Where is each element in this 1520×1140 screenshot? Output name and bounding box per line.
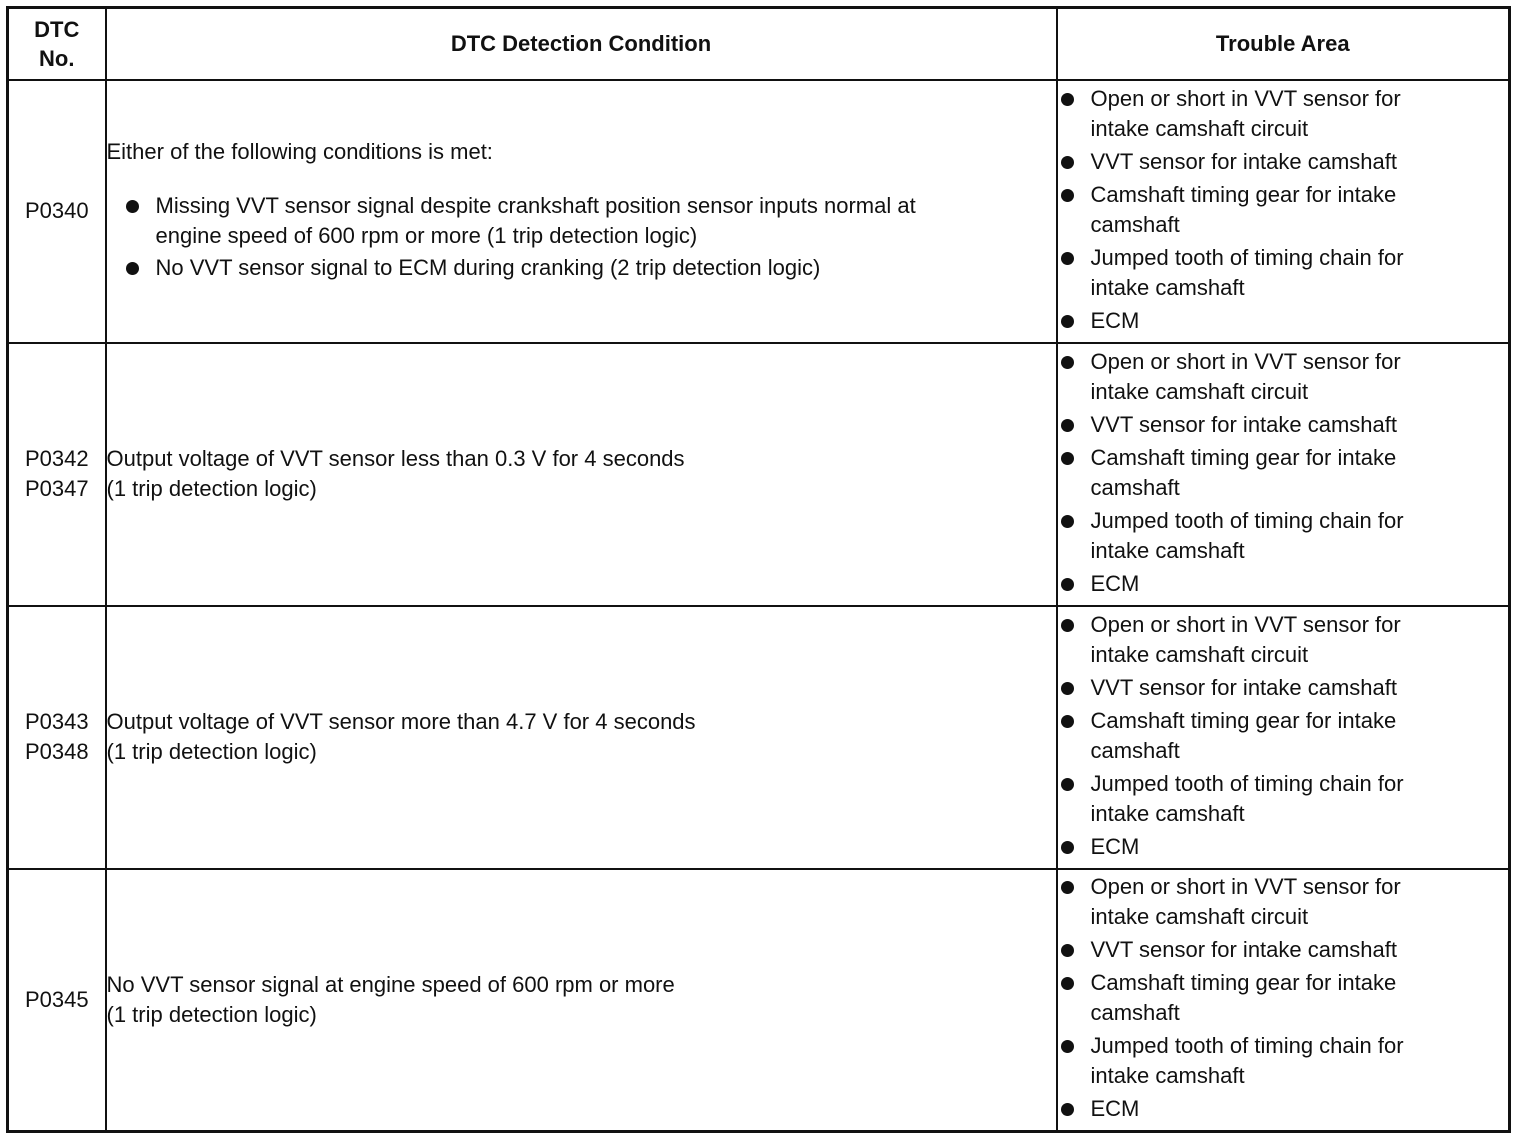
list-item: [1058, 84, 1509, 144]
bullet-icon: [1061, 93, 1074, 106]
trouble-area-list: [1058, 84, 1509, 336]
dtc-code-cell: [8, 869, 106, 1132]
area-line: camshaft: [1090, 474, 1180, 500]
trouble-area-cell: [1057, 343, 1510, 606]
bullet-icon: [1061, 881, 1074, 894]
bullet-icon: [1061, 515, 1074, 528]
header-condition: DTC Detection Condition: [106, 8, 1057, 80]
area-line: ECM: [1090, 1096, 1140, 1122]
bullet-icon: [1061, 841, 1074, 854]
condition-line: No VVT sensor signal to ECM during cranking (2 trip detection logic): [155, 255, 821, 280]
bullet-icon: [1061, 315, 1074, 328]
area-line: Camshaft timing gear for intake: [1090, 707, 1397, 733]
list-item: [1058, 569, 1509, 599]
bullet-icon: [1061, 619, 1074, 632]
condition-list: [107, 191, 1056, 283]
dtc-code-cell: [8, 343, 106, 606]
area-line: intake camshaft: [1090, 800, 1245, 826]
condition-cell: [106, 343, 1057, 606]
trouble-area-list: [1058, 872, 1509, 1124]
list-item: [1058, 347, 1509, 407]
list-item: [1058, 769, 1509, 829]
list-item: [1058, 832, 1509, 862]
list-item: [1058, 872, 1509, 932]
header-dtc-no: [8, 8, 106, 80]
table-row: [8, 606, 1510, 869]
condition-cell: [106, 80, 1057, 343]
bullet-icon: [1061, 778, 1074, 791]
condition-intro: Either of the following conditions is met:: [106, 139, 493, 164]
area-line: Open or short in VVT sensor for: [1090, 611, 1401, 637]
condition-line: Output voltage of VVT sensor more than 4.7 V for 4 seconds: [106, 709, 696, 734]
condition-line: (1 trip detection logic): [106, 1001, 317, 1027]
area-line: Jumped tooth of timing chain for: [1090, 770, 1404, 796]
list-item: [1058, 180, 1509, 240]
area-line: intake camshaft: [1090, 1063, 1245, 1089]
area-line: Jumped tooth of timing chain for: [1090, 1033, 1404, 1059]
list-item: [123, 191, 1056, 251]
dtc-code-cell: [8, 606, 106, 869]
trouble-area-cell: [1057, 869, 1510, 1132]
list-item: [1058, 506, 1509, 566]
area-line: Camshaft timing gear for intake: [1090, 970, 1397, 996]
bullet-icon: [1061, 156, 1074, 169]
area-line: intake camshaft circuit: [1090, 904, 1309, 930]
condition-line: Missing VVT sensor signal despite crankshaft position sensor inputs normal at: [155, 193, 916, 218]
condition-line: No VVT sensor signal at engine speed of 600 rpm or more: [106, 971, 675, 997]
list-item: [1058, 1031, 1509, 1091]
area-line: ECM: [1090, 833, 1140, 859]
area-line: Open or short in VVT sensor for: [1090, 874, 1401, 900]
condition-line: (1 trip detection logic): [106, 476, 317, 501]
dtc-code: P0342: [24, 446, 89, 471]
header-dtc-no-line: No.: [39, 45, 75, 71]
bullet-icon: [1061, 1040, 1074, 1053]
area-line: intake camshaft: [1090, 274, 1245, 300]
bullet-icon: [126, 262, 139, 275]
condition-cell: [106, 606, 1057, 869]
area-line: VVT sensor for intake camshaft: [1090, 674, 1398, 700]
table-row: [8, 869, 1510, 1132]
area-line: Open or short in VVT sensor for: [1090, 85, 1401, 111]
bullet-icon: [126, 200, 139, 213]
area-line: VVT sensor for intake camshaft: [1090, 937, 1398, 963]
list-item: [1058, 968, 1509, 1028]
area-line: camshaft: [1090, 737, 1180, 763]
condition-line: (1 trip detection logic): [106, 739, 317, 764]
dtc-code: P0347: [24, 476, 89, 501]
dtc-code: P0348: [24, 739, 89, 764]
header-trouble-area: Trouble Area: [1057, 8, 1510, 80]
trouble-area-cell: [1057, 80, 1510, 343]
bullet-icon: [1061, 682, 1074, 695]
area-line: VVT sensor for intake camshaft: [1090, 148, 1398, 174]
list-item: [1058, 610, 1509, 670]
bullet-icon: [1061, 715, 1074, 728]
list-item: [1058, 1094, 1509, 1124]
table-row: [8, 80, 1510, 343]
list-item: [1058, 410, 1509, 440]
area-line: intake camshaft circuit: [1090, 115, 1309, 141]
bullet-icon: [1061, 189, 1074, 202]
condition-cell: [106, 869, 1057, 1132]
area-line: Jumped tooth of timing chain for: [1090, 244, 1404, 270]
area-line: Camshaft timing gear for intake: [1090, 181, 1397, 207]
bullet-icon: [1061, 452, 1074, 465]
condition-line: Output voltage of VVT sensor less than 0.3 V for 4 seconds: [106, 446, 685, 471]
bullet-icon: [1061, 419, 1074, 432]
dtc-code: P0340: [24, 198, 89, 223]
area-line: intake camshaft: [1090, 537, 1245, 563]
list-item: [1058, 673, 1509, 703]
list-item: [123, 253, 1056, 283]
area-line: Jumped tooth of timing chain for: [1090, 507, 1404, 533]
area-line: ECM: [1090, 307, 1140, 333]
bullet-icon: [1061, 356, 1074, 369]
area-line: Open or short in VVT sensor for: [1090, 348, 1401, 374]
bullet-icon: [1061, 578, 1074, 591]
list-item: [1058, 443, 1509, 503]
area-line: VVT sensor for intake camshaft: [1090, 411, 1398, 437]
list-item: [1058, 935, 1509, 965]
dtc-table: [6, 6, 1511, 1133]
dtc-code-cell: [8, 80, 106, 343]
trouble-area-list: [1058, 347, 1509, 599]
dtc-code: P0343: [24, 709, 89, 734]
bullet-icon: [1061, 252, 1074, 265]
header-dtc-no-line: DTC: [34, 16, 80, 42]
area-line: ECM: [1090, 570, 1140, 596]
list-item: [1058, 147, 1509, 177]
area-line: intake camshaft circuit: [1090, 641, 1309, 667]
area-line: Camshaft timing gear for intake: [1090, 444, 1397, 470]
condition-line: engine speed of 600 rpm or more (1 trip detection logic): [155, 223, 698, 248]
trouble-area-cell: [1057, 606, 1510, 869]
trouble-area-list: [1058, 610, 1509, 862]
list-item: [1058, 306, 1509, 336]
list-item: [1058, 706, 1509, 766]
area-line: intake camshaft circuit: [1090, 378, 1309, 404]
bullet-icon: [1061, 1103, 1074, 1116]
table-row: [8, 343, 1510, 606]
area-line: camshaft: [1090, 211, 1180, 237]
list-item: [1058, 243, 1509, 303]
bullet-icon: [1061, 944, 1074, 957]
dtc-code: P0345: [24, 986, 89, 1012]
table-header-row: [8, 8, 1510, 80]
area-line: camshaft: [1090, 1000, 1180, 1026]
bullet-icon: [1061, 977, 1074, 990]
